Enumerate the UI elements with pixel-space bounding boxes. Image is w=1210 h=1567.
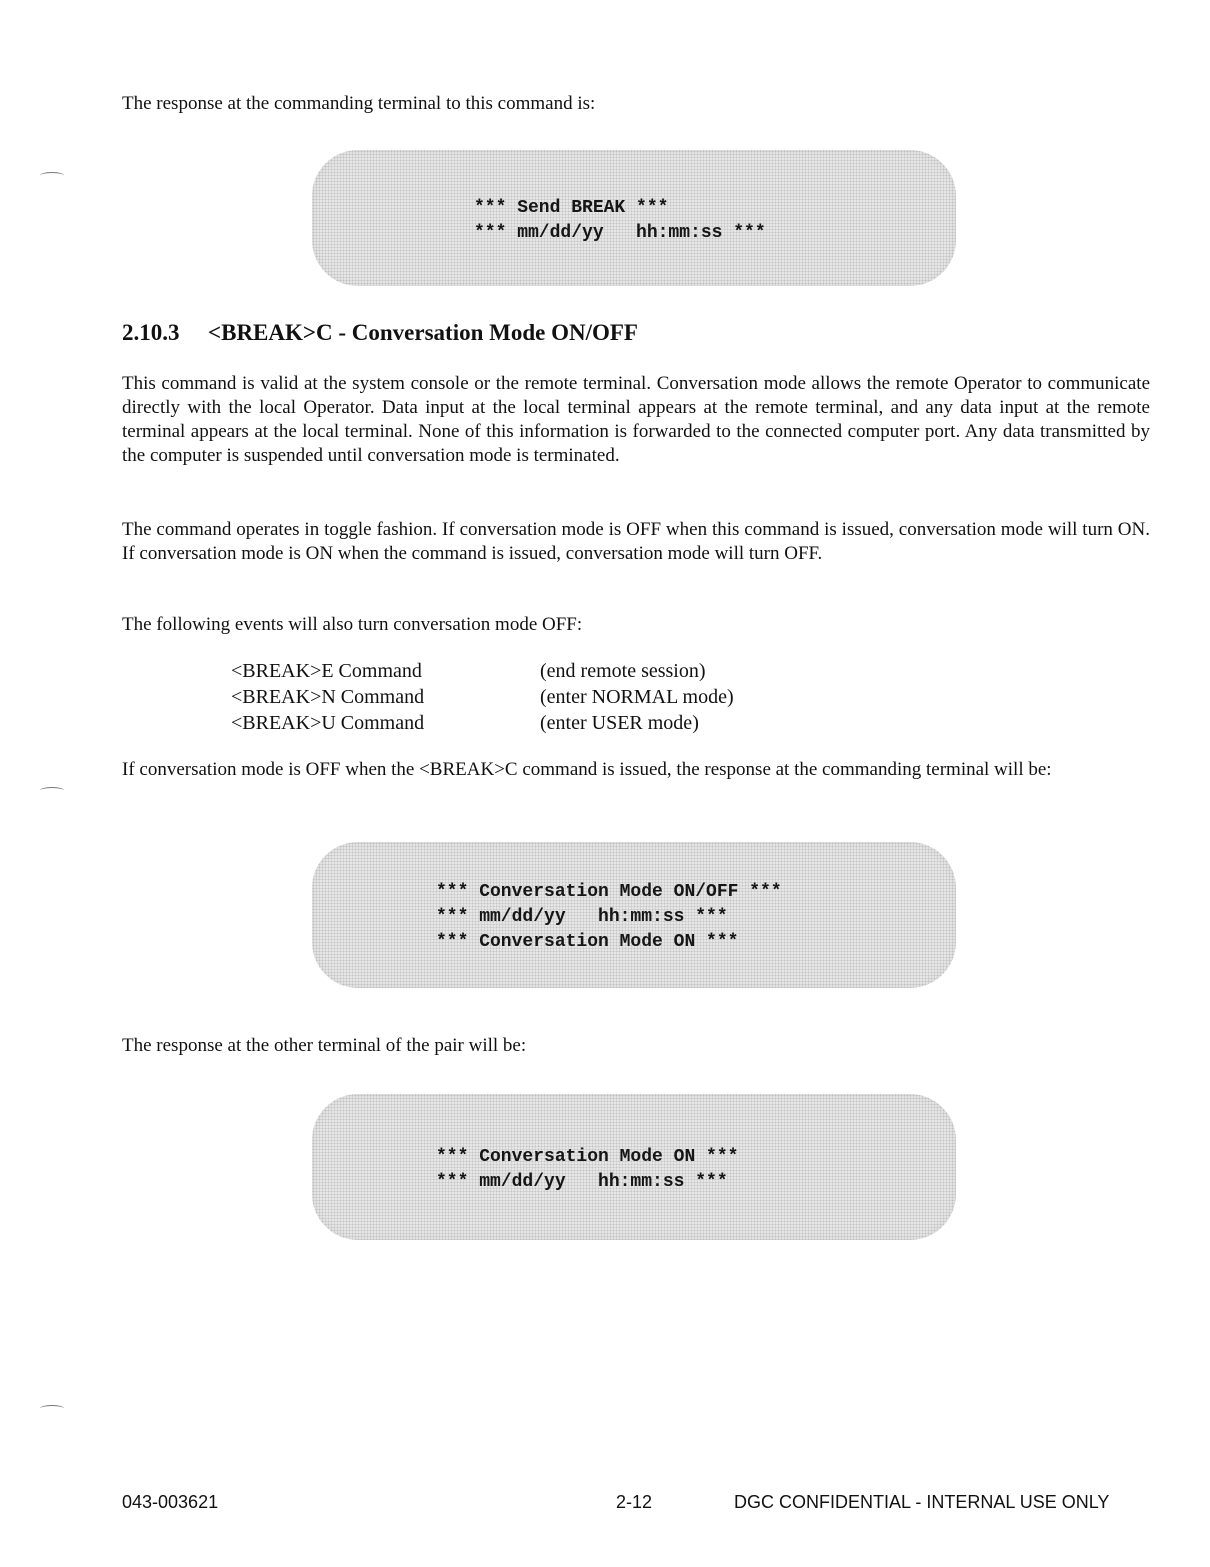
paragraph-description: This command is valid at the system console or the remote terminal. Conversation mode allows the remote Operator to communicate directly with the local Operator. Data input at the local terminal appears at the remote terminal, and any data input at the remote terminal appears at the local terminal. None of this information is forwarded to the connected computer port. Any data transmitted by the computer is suspended until conversation mode is terminated. bbox=[122, 373, 1150, 466]
paragraph-off-response: If conversation mode is OFF when the <BREAK>C command is issued, the response at the commanding terminal will be: bbox=[122, 759, 1052, 780]
event-description: (end remote session) bbox=[540, 660, 706, 682]
margin-mark bbox=[40, 172, 64, 179]
paragraph-other-terminal: The response at the other terminal of the pair will be: bbox=[122, 1035, 527, 1056]
paragraph-toggle: The command operates in toggle fashion. If conversation mode is OFF when this command is issued, conversation mode will turn ON. If conversation mode is ON when the command is issued, conversation mode will turn OFF. bbox=[122, 519, 1150, 564]
terminal-screen-send-break bbox=[312, 150, 956, 286]
screen-line: *** mm/dd/yy hh:mm:ss *** bbox=[474, 223, 766, 243]
section-heading bbox=[122, 320, 638, 346]
event-description: (enter USER mode) bbox=[540, 712, 699, 734]
terminal-screen-conversation-on-off bbox=[312, 842, 956, 988]
event-command: <BREAK>E Command bbox=[231, 660, 422, 682]
screen-line: *** mm/dd/yy hh:mm:ss *** bbox=[436, 1172, 728, 1192]
screen-line: *** mm/dd/yy hh:mm:ss *** bbox=[436, 907, 728, 927]
paragraph-events-intro: The following events will also turn conversation mode OFF: bbox=[122, 614, 583, 635]
section-number: 2.10.3 bbox=[122, 320, 180, 345]
margin-mark bbox=[40, 1405, 64, 1412]
event-command: <BREAK>U Command bbox=[231, 712, 425, 734]
screen-line: *** Conversation Mode ON *** bbox=[436, 1147, 739, 1167]
intro-text: The response at the commanding terminal to this command is: bbox=[122, 93, 596, 114]
screen-line: *** Send BREAK *** bbox=[474, 198, 669, 218]
event-command: <BREAK>N Command bbox=[231, 686, 425, 708]
terminal-screen-conversation-on bbox=[312, 1094, 956, 1240]
footer-classification: DGC CONFIDENTIAL - INTERNAL USE ONLY bbox=[734, 1492, 1110, 1512]
footer-doc-number: 043-003621 bbox=[122, 1492, 219, 1512]
section-title: <BREAK>C - Conversation Mode ON/OFF bbox=[208, 320, 638, 345]
screen-line: *** Conversation Mode ON *** bbox=[436, 932, 739, 952]
event-description: (enter NORMAL mode) bbox=[540, 686, 734, 708]
margin-mark bbox=[40, 787, 64, 794]
screen-line: *** Conversation Mode ON/OFF *** bbox=[436, 882, 782, 902]
footer-page-number: 2-12 bbox=[616, 1492, 653, 1512]
